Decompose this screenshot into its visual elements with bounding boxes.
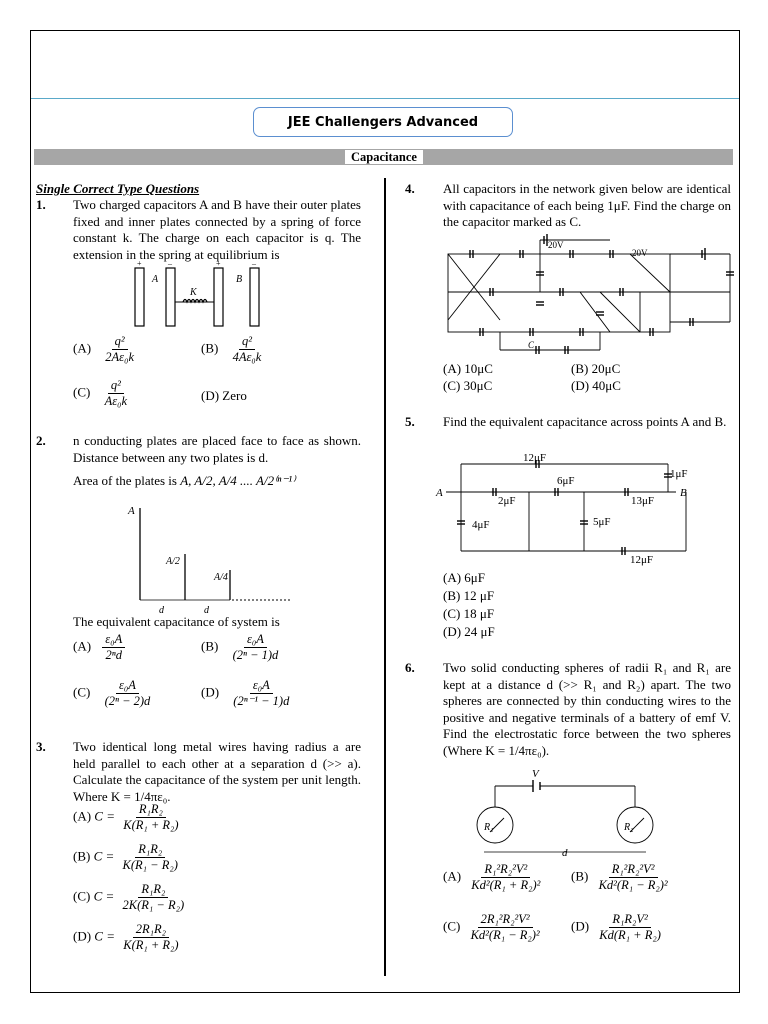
distance-label: d [159,605,164,616]
question-number: 5. [405,414,415,429]
plus-sign: + [137,259,142,268]
question-5-text: Find the equivalent capacitance across points A and B. [443,414,727,429]
radius-label: R₂ [624,822,634,833]
question-3-text: Two identical long metal wires having radius a are held parallel to each other at a separation d (>> a). Calculate the capacitance of the system per unit length. Where K = 1/4πε₀. [73,739,361,804]
option[interactable]: (B) $\frac{\text{q²}}{\text{4Aε₀k}}$ [201,334,262,364]
header-divider [31,98,739,99]
capacitor-label: 4μF [472,519,490,531]
node-b-label: B [680,487,687,499]
capacitor-c-label: C [528,340,535,350]
spring-coil [183,300,207,303]
label-b: B [236,274,243,285]
option[interactable]: (C) $\frac{\text{q²}}{\text{Aε₀k}}$ [73,378,128,408]
option[interactable]: (A) $\frac{\text{q²}}{\text{2Aε₀k}}$ [73,334,135,364]
half-area-label: A/2 [166,556,180,567]
label-a: A [152,274,159,285]
plate [214,268,223,326]
question-number: 1. [36,197,46,212]
conducting-plates-figure [120,500,300,615]
question-2-prompt: The equivalent capacitance of system is [73,614,280,629]
capacitor-label: 2μF [498,495,516,507]
option[interactable]: (C) 30μC [443,378,493,393]
option[interactable]: (A) $\frac{\text{ε₀A}}{\text{2ⁿd}}$ [73,632,125,663]
option[interactable]: (D) 40μC [571,378,621,393]
capacitor-label: 5μF [593,516,611,528]
question-6-text: Two solid conducting spheres of radii R₁ and R₁ are kept at a distance d (>> R₁ and R₂) apart. The two spheres are connected by thin conducting wires to the positive and negative terminals of a battery of emf V. Find the electrostatic force between the two spheres (Where K = 1/4πε₀). [443,660,731,758]
capacitor-label: 13μF [631,495,655,507]
battery-label: 20V [632,248,648,258]
option[interactable]: (B) 20μC [571,361,621,376]
question-number: 2. [36,433,46,448]
option[interactable]: (B) 12 μF [443,588,495,603]
distance-label: d [204,605,209,616]
distance-label: d [562,847,568,859]
plate [135,268,144,326]
plus-sign: + [216,259,221,268]
page-title: JEE Challengers Advanced [253,107,513,137]
capacitor-circuit-figure [436,449,736,569]
question-2-text: n conducting plates are placed face to face as shown. Distance between any two plates is d. [73,433,361,465]
battery-label: 20V [548,240,564,250]
option[interactable]: (A) 6μF [443,570,485,585]
label-k: K [190,287,197,298]
plate-area-label: A [128,505,135,517]
spheres-battery-figure [470,768,670,860]
option[interactable]: (D) $\frac{\text{ε₀A}}{\text{(2ⁿ⁻¹ − 1)d}}$ [201,678,290,708]
question-1-text: Two charged capacitors A and B have their outer plates fixed and inner plates connected by a spring of force constant k. The charge on each capacitor is q. The extension in the spring at equilibrium is [73,197,361,262]
question-4-text: All capacitors in the network given below are identical with capacitance of each being 1μF. Find the charge on the capacitor marked as C. [443,181,731,229]
option[interactable]: (C) 18 μF [443,606,495,621]
question-2-area-line: Area of the plates is A, A/2, A/4 .... A/2⁽ⁿ⁻¹⁾ [73,473,296,488]
option[interactable]: (C) C = $\frac{\text{R₁R₂}}{\text{2K(R₁ − R₂)}}$ [73,882,185,912]
topic-label: Capacitance [344,149,424,165]
capacitor-label: 1μF [670,468,688,480]
option[interactable]: (B) $\frac{\text{R₁²R₂²V²}}{\text{Kd²(R₁ − R₂)²}}$ [571,862,668,892]
option[interactable]: (D) C = $\frac{\text{2R₁R₂}}{\text{K(R₁ + R₂)}}$ [73,922,179,952]
option[interactable]: (A) $\frac{\text{R₁²R₂²V²}}{\text{Kd²(R₁ + R₂)²}}$ [443,862,541,892]
radius-label: R₁ [484,822,494,833]
capacitor-label: 12μF [630,554,654,566]
capacitor-network-figure [440,232,740,360]
node-a-label: A [436,487,443,499]
option[interactable]: (C) $\frac{\text{ε₀A}}{\text{(2ⁿ − 2)d}}$ [73,678,151,708]
option[interactable]: (C) $\frac{\text{2R₁²R₂²V²}}{\text{Kd²(R₁ − R₂)²}}$ [443,912,540,942]
spring-capacitor-figure [125,258,275,328]
question-number: 6. [405,660,415,675]
option[interactable]: (A) 10μC [443,361,493,376]
capacitor-label: 12μF [523,452,547,464]
option[interactable]: (B) C = $\frac{\text{R₁R₂}}{\text{K(R₁ − R₂)}}$ [73,842,178,872]
question-number: 3. [36,739,46,754]
option[interactable]: (B) $\frac{\text{ε₀A}}{\text{(2ⁿ − 1)d}}$ [201,632,279,662]
column-divider [384,178,386,976]
option[interactable]: (A) C = $\frac{\text{R₁R₂}}{\text{K(R₁ + R₂)}}$ [73,802,179,832]
plate [166,268,175,326]
option[interactable]: (D) 24 μF [443,624,495,639]
plate [250,268,259,326]
quarter-area-label: A/4 [214,572,228,583]
emf-label: V [532,768,539,780]
question-number: 4. [405,181,415,196]
minus-sign: – [252,259,256,268]
option[interactable]: (D) $\frac{\text{R₁R₂V²}}{\text{Kd(R₁ + R₂)}}$ [571,912,661,942]
option[interactable]: (D) Zero [201,388,247,403]
capacitor-label: 6μF [557,475,575,487]
section-heading: Single Correct Type Questions [36,181,200,196]
minus-sign: – [168,259,172,268]
